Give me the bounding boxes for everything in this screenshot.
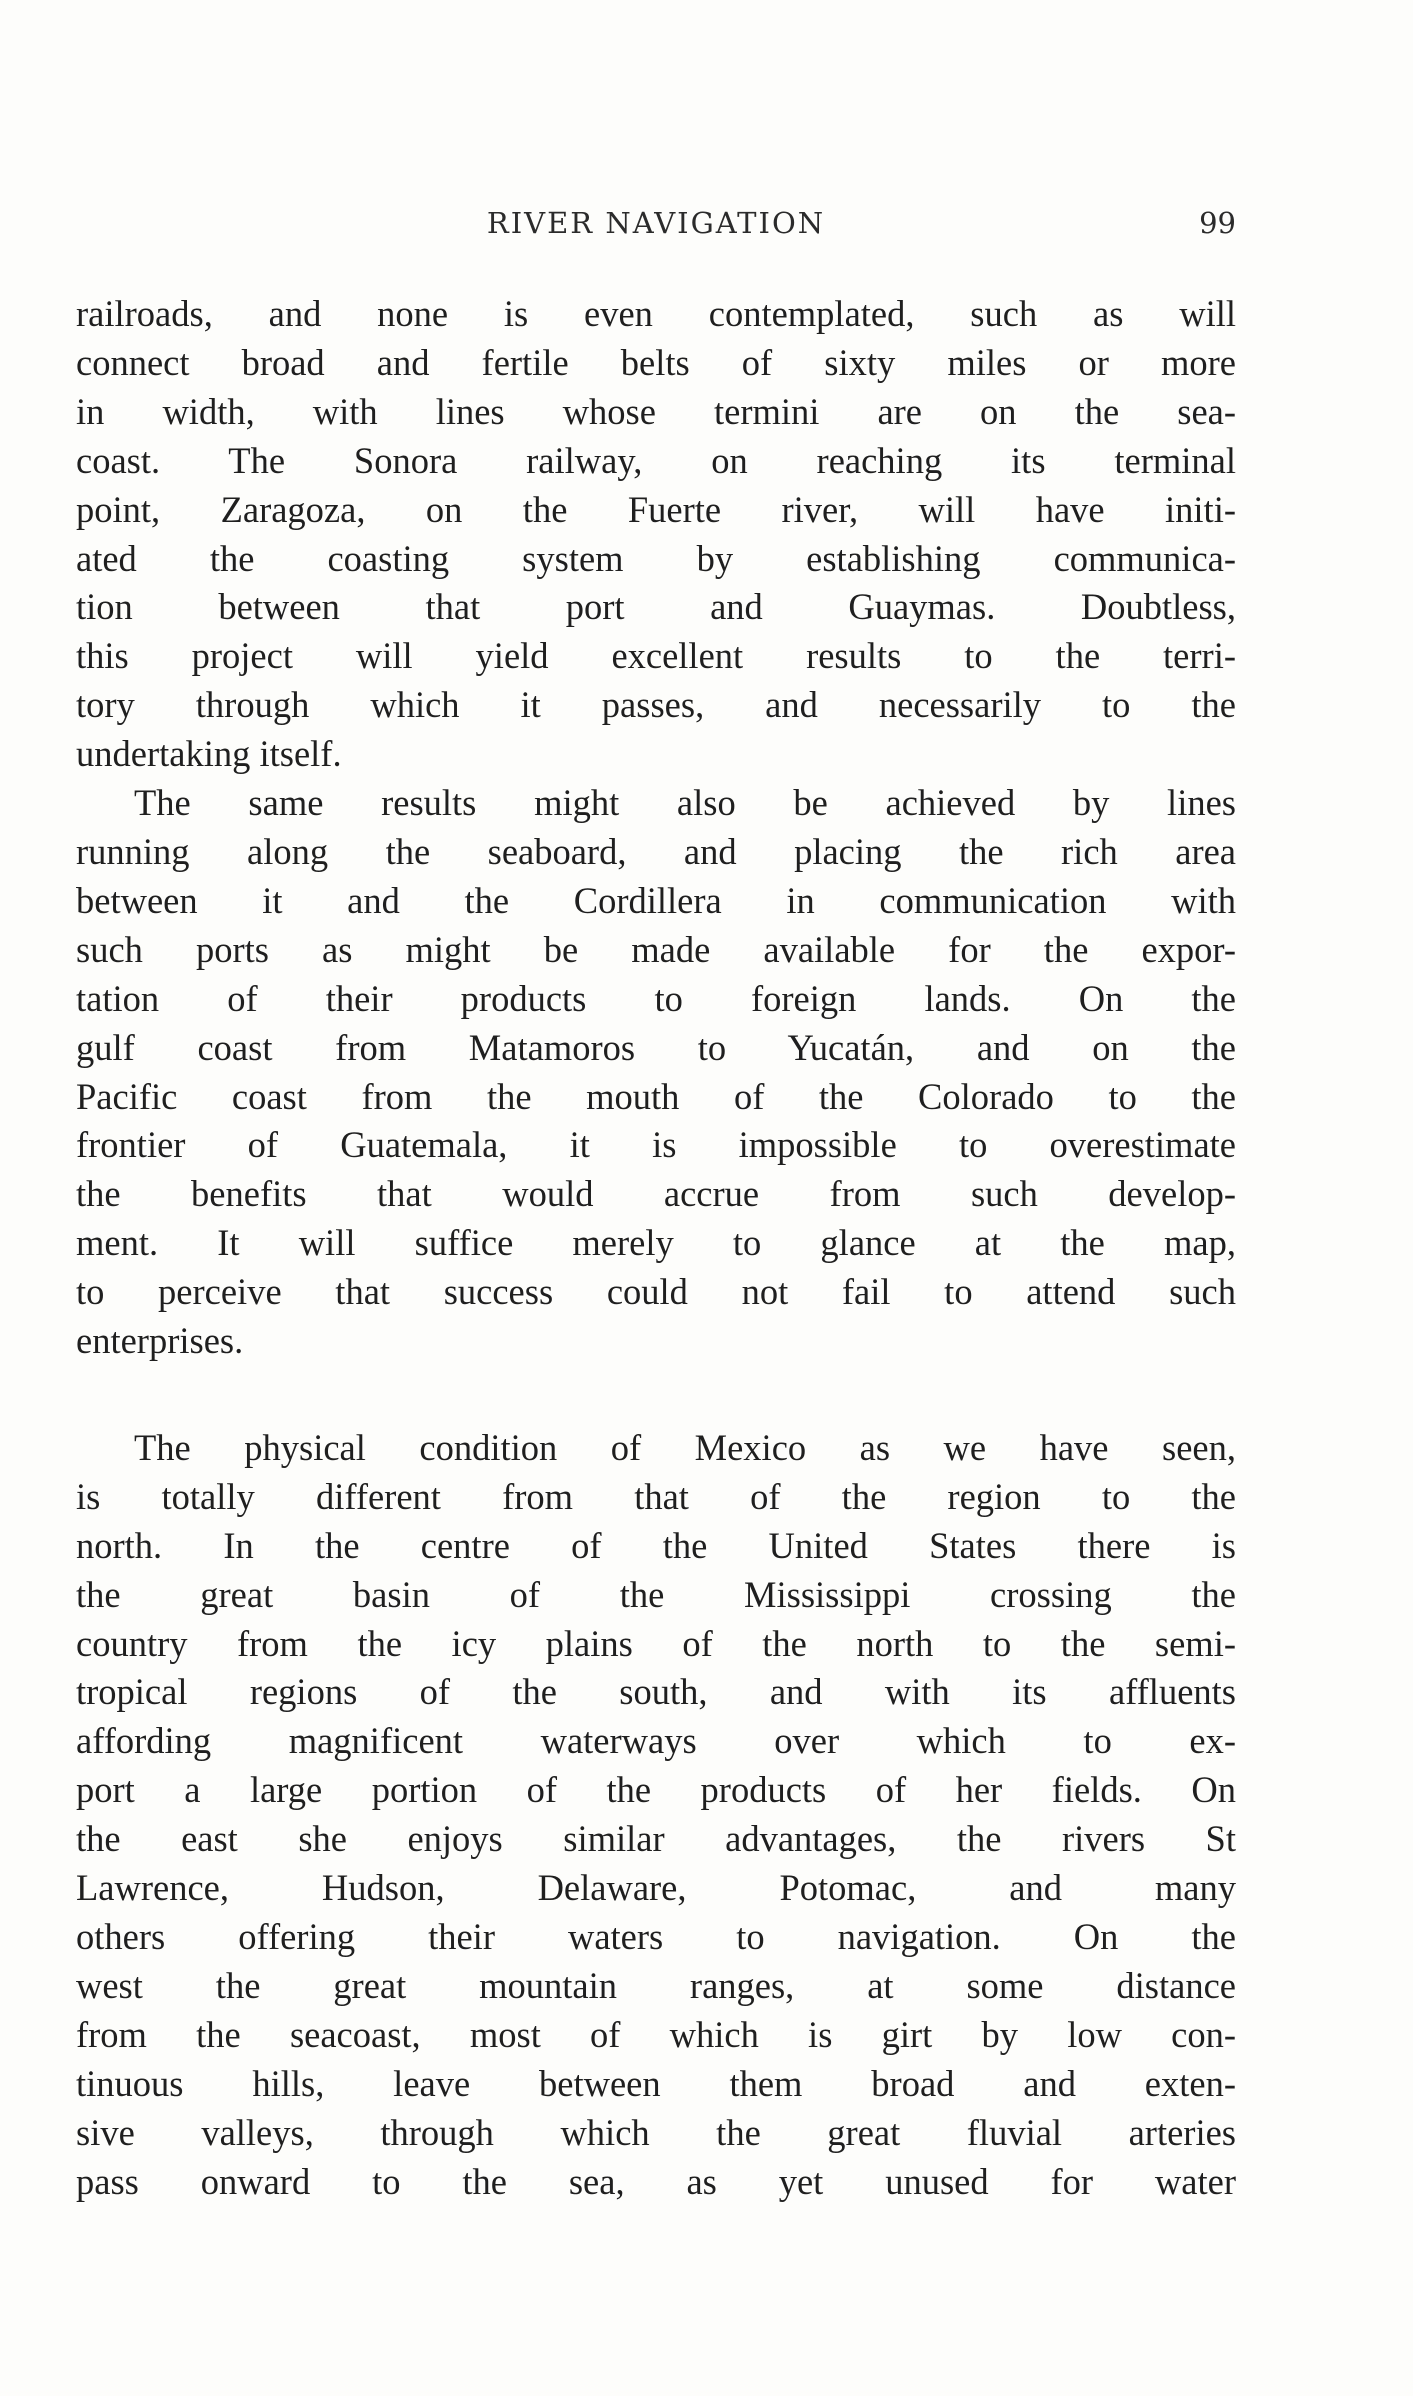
text-line: port a large portion of the products of her fields. On: [76, 1769, 1236, 1811]
text-line: sive valleys, through which the great fluvial arteries: [76, 2111, 1236, 2153]
running-head: [76, 206, 1236, 242]
text-line: north. In the centre of the United States there is: [76, 1524, 1236, 1566]
text-line: the benefits that would accrue from such develop-: [76, 1173, 1236, 1215]
text-line: The physical condition of Mexico as we have seen,: [134, 1426, 1236, 1468]
text-line: to perceive that success could not fail to attend such: [76, 1271, 1236, 1313]
text-line: others offering their waters to navigation. On the: [76, 1916, 1236, 1957]
text-line: frontier of Guatemala, it is impossible to overestimate: [76, 1124, 1236, 1166]
text-line: running along the seaboard, and placing the rich area: [76, 830, 1236, 872]
text-line: undertaking itself.: [76, 733, 342, 775]
text-line: ated the coasting system by establishing communica-: [76, 537, 1236, 579]
text-line: the east she enjoys similar advantages, the rivers St: [76, 1818, 1236, 1860]
text-line: country from the icy plains of the north to the semi-: [76, 1622, 1236, 1664]
text-line: gulf coast from Matamoros to Yucatán, and on the: [76, 1026, 1236, 1068]
text-line: tion between that port and Guaymas. Doubtless,: [76, 586, 1236, 628]
text-line: affording magnificent waterways over which to ex-: [76, 1720, 1236, 1762]
text-line: west the great mountain ranges, at some distance: [76, 1964, 1236, 2006]
text-line: is totally different from that of the region to the: [76, 1475, 1236, 1517]
text-line: connect broad and fertile belts of sixty miles or more: [76, 341, 1236, 383]
paragraph-railroads: [76, 290, 1236, 779]
text-line: point, Zaragoza, on the Fuerte river, will have initi-: [76, 488, 1236, 530]
text-line: this project will yield excellent results to the terri-: [76, 635, 1236, 677]
text-line: tory through which it passes, and necessarily to the: [76, 684, 1236, 726]
text-line: tation of their products to foreign lands. On the: [76, 977, 1236, 1019]
text-line: enterprises.: [76, 1320, 244, 1362]
text-line: Lawrence, Hudson, Delaware, Potomac, and many: [76, 1867, 1236, 1909]
running-title: RIVER NAVIGATION: [486, 206, 826, 240]
text-line: railroads, and none is even contemplated, such as will: [76, 293, 1236, 334]
paragraph-seaboard-lines: [76, 779, 1236, 1366]
text-line: ment. It will suffice merely to glance at the map,: [76, 1222, 1236, 1264]
text-line: tropical regions of the south, and with its affluents: [76, 1671, 1236, 1713]
text-line: such ports as might be made available for the expor-: [76, 928, 1236, 970]
text-line: pass onward to the sea, as yet unused for water: [76, 2160, 1236, 2202]
text-line: the great basin of the Mississippi crossing the: [76, 1573, 1236, 1615]
text-line: from the seacoast, most of which is girt by low con-: [76, 2013, 1236, 2055]
text-line: tinuous hills, leave between them broad and exten-: [76, 2062, 1236, 2104]
text-line: in width, with lines whose termini are on the sea-: [76, 390, 1236, 432]
text-line: The same results might also be achieved by lines: [134, 782, 1236, 824]
text-line: coast. The Sonora railway, on reaching its terminal: [76, 439, 1236, 481]
body-text: [76, 290, 1236, 2206]
paragraph-physical-condition: [76, 1424, 1236, 2207]
text-line: Pacific coast from the mouth of the Colorado to the: [76, 1075, 1236, 1117]
section-gap: [76, 1366, 1236, 1424]
page-number: 99: [1199, 206, 1236, 240]
text-line: between it and the Cordillera in communication with: [76, 879, 1236, 921]
